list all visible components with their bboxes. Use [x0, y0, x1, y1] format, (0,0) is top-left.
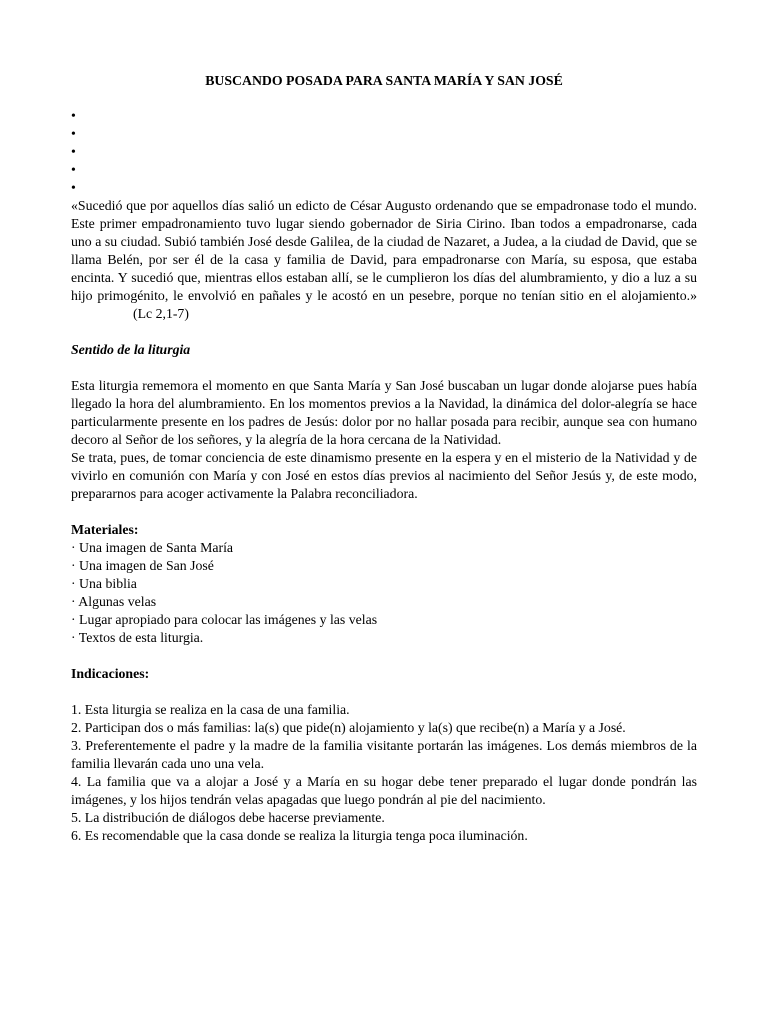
list-item: · Algunas velas: [71, 594, 157, 609]
bullet-marker: •: [71, 144, 76, 159]
document-title: BUSCANDO POSADA PARA SANTA MARÍA Y SAN JOSÉ: [205, 73, 563, 88]
empty-bullet-list: [71, 107, 697, 197]
sentido-paragraph-2: Se trata, pues, de tomar conciencia de este dinamismo presente en la espera y en el misterio de la Natividad y de vivirlo en comunión con María y con José en estos días previos al nacimiento del Señor Jesús y, de este modo, prepararnos para acoger activamente la Palabra reconciliadora.: [71, 450, 697, 501]
bullet-item: [71, 107, 697, 125]
sentido-heading: Sentido de la liturgia: [71, 342, 191, 357]
list-item: · Una biblia: [71, 576, 137, 591]
list-item: 6. Es recomendable que la casa donde se realiza la liturgia tenga poca iluminación.: [71, 828, 528, 843]
list-item: 5. La distribución de diálogos debe hacerse previamente.: [71, 810, 385, 825]
bullet-item: [71, 125, 697, 143]
spacer: [71, 503, 697, 521]
list-item: · Textos de esta liturgia.: [71, 630, 204, 645]
gospel-reference: (Lc 2,1-7): [133, 306, 189, 321]
materiales-list: [71, 539, 697, 647]
list-item: · Lugar apropiado para colocar las imágenes y las velas: [71, 612, 378, 627]
spacer: [71, 683, 697, 701]
bullet-marker: •: [71, 108, 76, 123]
gospel-quote-text: «Sucedió que por aquellos días salió un edicto de César Augusto ordenando que se empadronase todo el mundo. Este primer empadronamiento tuvo lugar siendo gobernador de Siria Cirino. Iban todos a empadronarse, cada uno a su ciudad. Subió también José desde Galilea, de la ciudad de Nazaret, a Judea, a la ciudad de David, que se llama Belén, por ser él de la casa y familia de David, para empadronarse con María, su esposa, que estaba encinta. Y sucedió que, mientras ellos estaban allí, se le cumplieron los días del alumbramiento, y dio a luz a su hijo primogénito, le envolvió en pañales y le acostó en un pesebre, porque no tenían sitio en el alojamiento.»: [71, 198, 697, 303]
indicaciones-list: [71, 701, 697, 845]
list-item: 2. Participan dos o más familias: la(s) que pide(n) alojamiento y la(s) que recibe(n) a María y a José.: [71, 720, 626, 735]
gospel-quote: [71, 197, 697, 323]
bullet-marker: •: [71, 126, 76, 141]
list-item: 3. Preferentemente el padre y la madre de la familia visitante portarán las imágenes. Los demás miembros de la familia llevarán cada uno una vela.: [71, 738, 697, 771]
document-body: [71, 72, 697, 845]
bullet-item: [71, 161, 697, 179]
bullet-item: [71, 143, 697, 161]
list-item: · Una imagen de Santa María: [71, 540, 234, 555]
spacer: [71, 647, 697, 665]
list-item: 1. Esta liturgia se realiza en la casa de una familia.: [71, 702, 350, 717]
sentido-paragraph-1: Esta liturgia rememora el momento en que Santa María y San José buscaban un lugar donde alojarse pues había llegado la hora del alumbramiento. En los momentos previos a la Navidad, la dinámica del dolor-alegría se hace particularmente presente en los padres de Jesús: dolor por no hallar posada para recibir, aunque sea con humano decoro al Señor de los señores, y la alegría de la hora cercana de la Natividad.: [71, 378, 697, 447]
materiales-heading: Materiales:: [71, 522, 139, 537]
bullet-marker: •: [71, 180, 76, 195]
spacer: [71, 359, 697, 377]
bullet-marker: •: [71, 162, 76, 177]
bullet-item: [71, 179, 697, 197]
indicaciones-heading: Indicaciones:: [71, 666, 150, 681]
list-item: 4. La familia que va a alojar a José y a María en su hogar debe tener preparado el lugar donde pondrán las imágenes, y los hijos tendrán velas apagadas que luego pondrán al pie del nacimiento.: [71, 774, 697, 807]
list-item: · Una imagen de San José: [71, 558, 214, 573]
